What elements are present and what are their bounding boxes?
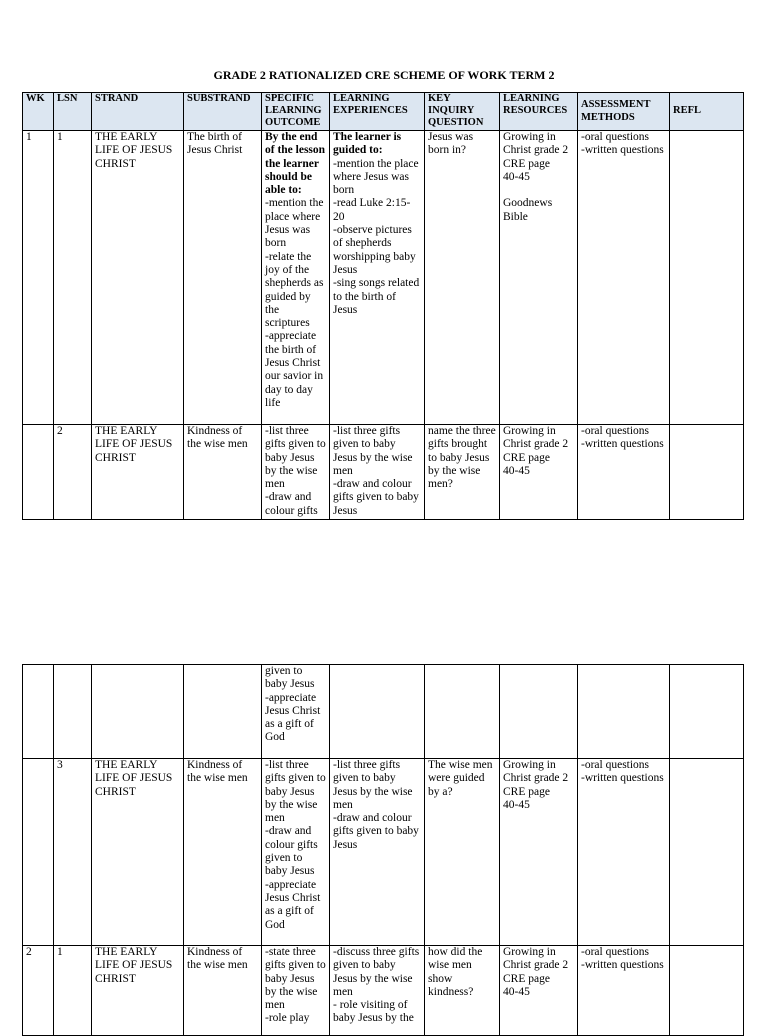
resources-text: Growing in Christ grade 2 CRE page 40-45 bbox=[503, 946, 569, 998]
cell-assessment-methods bbox=[578, 946, 670, 1036]
experiences-lead: The learner is guided to: bbox=[333, 131, 402, 157]
slo-text: -mention the place where Jesus was born -relate the joy of the shepherds as guided by the scriptures -appreciate the birth of Jesus Christ our savior in day to day life bbox=[265, 197, 324, 409]
cell-wk bbox=[23, 425, 54, 520]
cell-lsn: 1 bbox=[54, 946, 92, 1036]
cell-refl bbox=[670, 425, 744, 520]
scheme-table-page-2 bbox=[22, 664, 744, 1036]
assessment-text: -oral questions -written questions bbox=[581, 425, 664, 451]
cell-substrand: Kindness of the wise men bbox=[184, 759, 262, 946]
cell-specific-learning-outcome bbox=[262, 759, 330, 946]
cell-specific-learning-outcome bbox=[262, 131, 330, 425]
cell-substrand bbox=[184, 665, 262, 759]
experiences-text: -discuss three gifts given to baby Jesus by the wise men - role visiting of baby Jesus by the bbox=[333, 946, 420, 1025]
cell-assessment-methods bbox=[578, 759, 670, 946]
kiq-text: name the three gifts brought to baby Jesus by the wise men? bbox=[428, 425, 496, 491]
cell-substrand: The birth of Jesus Christ bbox=[184, 131, 262, 425]
cell-learning-experiences bbox=[330, 946, 425, 1036]
slo-text: given to baby Jesus -appreciate Jesus Christ as a gift of God bbox=[265, 665, 321, 744]
table-row bbox=[23, 131, 744, 425]
header-row bbox=[23, 93, 744, 131]
slo-text: -list three gifts given to baby Jesus by the wise men -draw and colour gifts given to baby Jesus -appreciate Jesus Christ as a gift of God bbox=[265, 759, 326, 931]
assessment-text: -oral questions -written questions bbox=[581, 131, 664, 157]
cell-specific-learning-outcome bbox=[262, 665, 330, 759]
cell-strand: THE EARLY LIFE OF JESUS CHRIST bbox=[92, 131, 184, 425]
header-key-inquiry-question: KEY INQUIRY QUESTION bbox=[425, 93, 500, 131]
cell-learning-experiences bbox=[330, 665, 425, 759]
header-learning-experiences: LEARNING EXPERIENCES bbox=[330, 93, 425, 131]
cell-wk: 1 bbox=[23, 131, 54, 425]
experiences-text: -list three gifts given to baby Jesus by the wise men -draw and colour gifts given to baby Jesus bbox=[333, 425, 419, 517]
cell-key-inquiry-question bbox=[425, 946, 500, 1036]
cell-learning-resources bbox=[500, 131, 578, 425]
cell-key-inquiry-question bbox=[425, 665, 500, 759]
kiq-text: Jesus was born in? bbox=[428, 131, 474, 157]
table-row bbox=[23, 759, 744, 946]
cell-assessment-methods bbox=[578, 131, 670, 425]
table-row bbox=[23, 946, 744, 1036]
cell-lsn: 1 bbox=[54, 131, 92, 425]
cell-lsn: 3 bbox=[54, 759, 92, 946]
resources-text: Growing in Christ grade 2 CRE page 40-45 bbox=[503, 425, 569, 477]
cell-lsn bbox=[54, 665, 92, 759]
document-title: GRADE 2 RATIONALIZED CRE SCHEME OF WORK TERM 2 bbox=[213, 68, 555, 82]
header-learning-resources: LEARNING RESOURCES bbox=[500, 93, 578, 131]
scheme-table-page-1 bbox=[22, 92, 744, 520]
table-row bbox=[23, 665, 744, 759]
header-specific-learning-outcome: SPECIFIC LEARNING OUTCOME bbox=[262, 93, 330, 131]
cell-refl bbox=[670, 759, 744, 946]
cell-strand bbox=[92, 665, 184, 759]
header-assessment-methods: ASSESSMENT METHODS bbox=[578, 93, 670, 131]
cell-strand: THE EARLY LIFE OF JESUS CHRIST bbox=[92, 425, 184, 520]
cell-specific-learning-outcome bbox=[262, 425, 330, 520]
header-lsn: LSN bbox=[54, 93, 92, 131]
cell-assessment-methods bbox=[578, 665, 670, 759]
experiences-text: -mention the place where Jesus was born -read Luke 2:15-20 -observe pictures of shepherds worshipping baby Jesus -sing songs related to the birth of Jesus bbox=[333, 157, 420, 316]
cell-learning-resources bbox=[500, 759, 578, 946]
cell-learning-resources bbox=[500, 946, 578, 1036]
header-wk: WK bbox=[23, 93, 54, 131]
cell-lsn: 2 bbox=[54, 425, 92, 520]
cell-wk bbox=[23, 665, 54, 759]
cell-assessment-methods bbox=[578, 425, 670, 520]
cell-strand: THE EARLY LIFE OF JESUS CHRIST bbox=[92, 946, 184, 1036]
cell-learning-resources bbox=[500, 425, 578, 520]
header-refl: REFL bbox=[670, 93, 744, 131]
slo-text: -list three gifts given to baby Jesus by the wise men -draw and colour gifts bbox=[265, 425, 326, 517]
cell-learning-experiences bbox=[330, 759, 425, 946]
cell-strand: THE EARLY LIFE OF JESUS CHRIST bbox=[92, 759, 184, 946]
header-substrand: SUBSTRAND bbox=[184, 93, 262, 131]
cell-wk: 2 bbox=[23, 946, 54, 1036]
cell-key-inquiry-question bbox=[425, 131, 500, 425]
cell-specific-learning-outcome bbox=[262, 946, 330, 1036]
cell-learning-experiences bbox=[330, 131, 425, 425]
cell-refl bbox=[670, 665, 744, 759]
experiences-text: -list three gifts given to baby Jesus by the wise men -draw and colour gifts given to baby Jesus bbox=[333, 759, 419, 851]
cell-substrand: Kindness of the wise men bbox=[184, 946, 262, 1036]
cell-wk bbox=[23, 759, 54, 946]
resources-text: Growing in Christ grade 2 CRE page 40-45 Goodnews Bible bbox=[503, 131, 569, 223]
cell-key-inquiry-question bbox=[425, 759, 500, 946]
kiq-text: how did the wise men show kindness? bbox=[428, 946, 483, 998]
slo-lead: By the end of the lesson the learner should be able to: bbox=[265, 131, 326, 197]
cell-learning-experiences bbox=[330, 425, 425, 520]
header-strand: STRAND bbox=[92, 93, 184, 131]
table-row bbox=[23, 425, 744, 520]
assessment-text: -oral questions -written questions bbox=[581, 759, 664, 785]
cell-refl bbox=[670, 131, 744, 425]
resources-text: Growing in Christ grade 2 CRE page 40-45 bbox=[503, 759, 569, 811]
assessment-text: -oral questions -written questions bbox=[581, 946, 664, 972]
cell-learning-resources bbox=[500, 665, 578, 759]
cell-key-inquiry-question bbox=[425, 425, 500, 520]
slo-text: -state three gifts given to baby Jesus by the wise men -role play bbox=[265, 946, 326, 1025]
cell-refl bbox=[670, 946, 744, 1036]
kiq-text: The wise men were guided by a? bbox=[428, 759, 493, 798]
cell-substrand: Kindness of the wise men bbox=[184, 425, 262, 520]
